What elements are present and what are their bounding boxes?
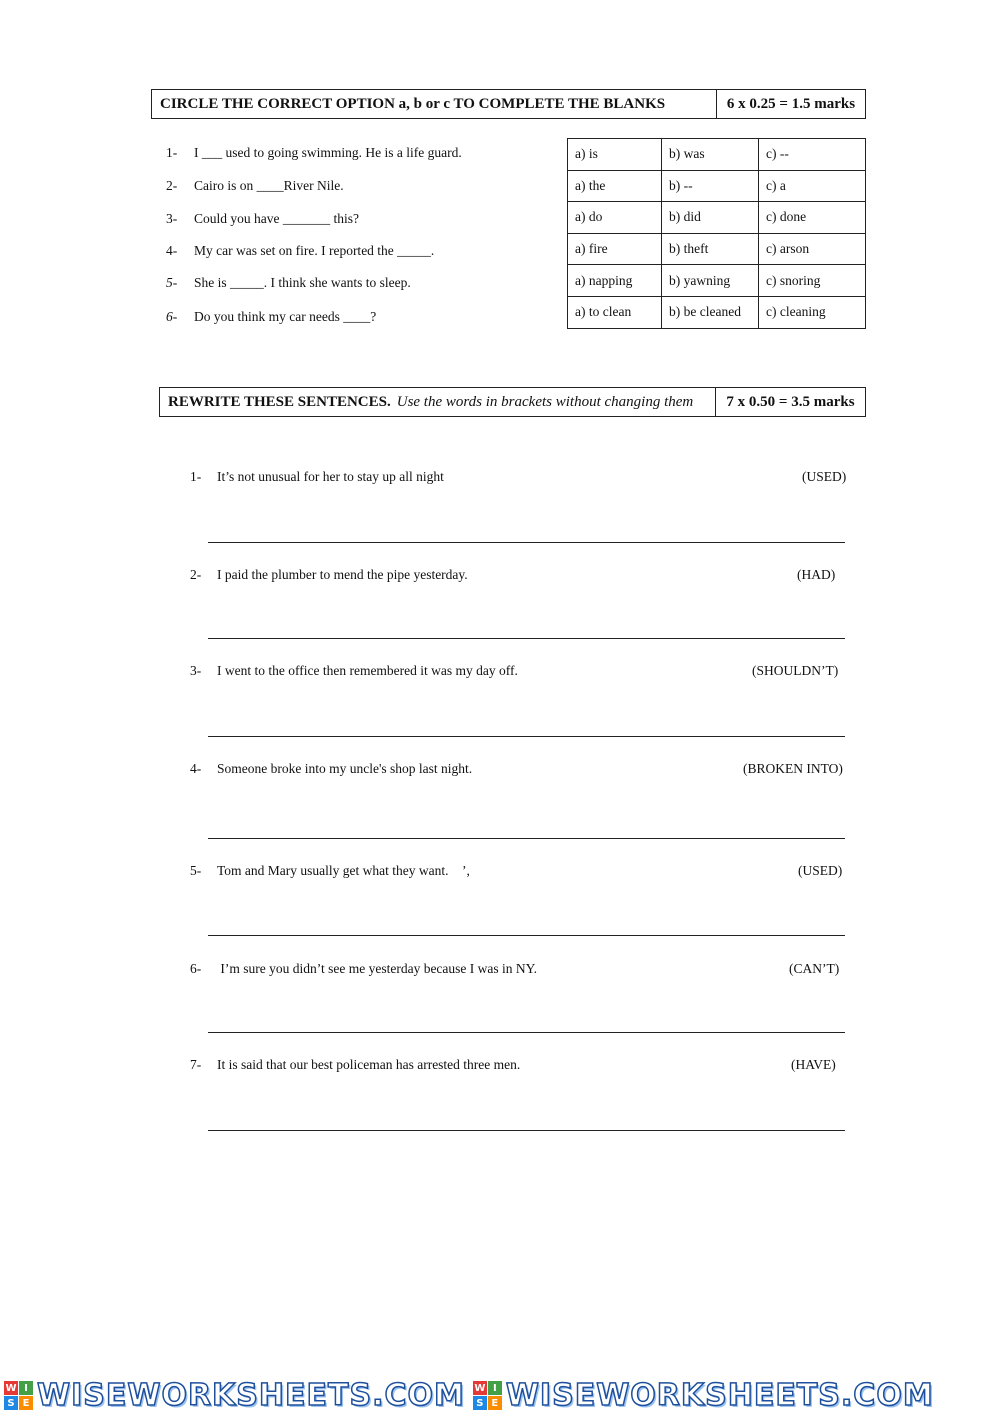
rewrite-number: 1- bbox=[190, 469, 202, 484]
rewrite-keyword: (SHOULDN’T) bbox=[752, 663, 839, 678]
option-b[interactable]: b) -- bbox=[662, 170, 759, 202]
wiseworksheets-logo[interactable] bbox=[473, 1378, 934, 1413]
rewrite-item bbox=[190, 567, 850, 587]
section2-header bbox=[159, 387, 866, 417]
section2-title-cell bbox=[160, 388, 716, 416]
rewrite-number: 7- bbox=[190, 1057, 202, 1072]
rewrite-keyword: (USED) bbox=[798, 863, 843, 878]
option-b[interactable]: b) theft bbox=[662, 233, 759, 265]
answer-line[interactable] bbox=[208, 736, 845, 737]
answer-line[interactable] bbox=[208, 638, 845, 639]
options-row bbox=[568, 296, 866, 328]
options-row bbox=[568, 202, 866, 234]
rewrite-number: 6- bbox=[190, 961, 202, 976]
logo-glyph-icon bbox=[4, 1381, 33, 1410]
option-b[interactable]: b) yawning bbox=[662, 265, 759, 297]
answer-line[interactable] bbox=[208, 1032, 845, 1033]
answer-line[interactable] bbox=[208, 542, 845, 543]
options-row bbox=[568, 265, 866, 297]
mc-question-number: 4- bbox=[166, 243, 178, 258]
rewrite-keyword: (HAVE) bbox=[791, 1057, 836, 1072]
mc-question-number: 1- bbox=[166, 145, 178, 160]
mc-question-number: 5- bbox=[166, 275, 178, 290]
rewrite-sentence: Tom and Mary usually get what they want. ’, bbox=[217, 863, 470, 878]
option-b[interactable]: b) be cleaned bbox=[662, 296, 759, 328]
footer-watermark bbox=[0, 1378, 1000, 1413]
option-a[interactable]: a) do bbox=[568, 202, 662, 234]
option-c[interactable]: c) done bbox=[759, 202, 866, 234]
section2-marks: 7 x 0.50 = 3.5 marks bbox=[726, 393, 855, 410]
logo-letter: S bbox=[4, 1396, 18, 1410]
rewrite-number: 2- bbox=[190, 567, 202, 582]
rewrite-sentence: It’s not unusual for her to stay up all night bbox=[217, 469, 444, 484]
logo-text: WISEWORKSHEETS.COM bbox=[505, 1378, 934, 1413]
mc-question-text: I ___ used to going swimming. He is a life guard. bbox=[194, 145, 462, 160]
section2-instruction: Use the words in brackets without changing them bbox=[396, 393, 694, 410]
logo-text: WISEWORKSHEETS.COM bbox=[37, 1378, 465, 1413]
rewrite-item bbox=[190, 663, 850, 683]
rewrite-item bbox=[190, 761, 850, 781]
logo-letter: I bbox=[19, 1381, 33, 1395]
mc-question-number: 3- bbox=[166, 211, 178, 226]
mc-question-text: Cairo is on ____River Nile. bbox=[194, 178, 344, 193]
wiseworksheets-logo[interactable] bbox=[4, 1378, 465, 1413]
logo-letter: S bbox=[473, 1396, 487, 1410]
section1-header bbox=[151, 89, 866, 119]
section2-title: REWRITE THESE SENTENCES. bbox=[168, 393, 391, 410]
rewrite-sentence: It is said that our best policeman has arrested three men. bbox=[217, 1057, 521, 1072]
answer-line[interactable] bbox=[208, 1130, 845, 1131]
logo-letter: W bbox=[474, 1382, 486, 1394]
rewrite-item bbox=[190, 863, 850, 883]
option-b[interactable]: b) was bbox=[662, 139, 759, 171]
mc-question-text: She is _____. I think she wants to sleep. bbox=[194, 275, 411, 290]
rewrite-keyword: (HAD) bbox=[797, 567, 836, 582]
rewrite-sentence: I paid the plumber to mend the pipe yesterday. bbox=[217, 567, 468, 582]
rewrite-number: 5- bbox=[190, 863, 202, 878]
logo-letter: I bbox=[488, 1381, 502, 1395]
answer-line[interactable] bbox=[208, 838, 845, 839]
option-a[interactable]: a) to clean bbox=[568, 296, 662, 328]
section1-title: CIRCLE THE CORRECT OPTION a, b or c TO COMPLETE THE BLANKS bbox=[152, 90, 717, 118]
option-c[interactable]: c) cleaning bbox=[759, 296, 866, 328]
options-row bbox=[568, 139, 866, 171]
rewrite-item bbox=[190, 961, 850, 981]
rewrite-number: 3- bbox=[190, 663, 202, 678]
option-b[interactable]: b) did bbox=[662, 202, 759, 234]
option-a[interactable]: a) napping bbox=[568, 265, 662, 297]
mc-question-number: 6- bbox=[166, 309, 178, 324]
rewrite-sentence: I’m sure you didn’t see me yesterday because I was in NY. bbox=[217, 961, 538, 976]
logo-letter: W bbox=[5, 1382, 17, 1394]
logo-letter: E bbox=[488, 1396, 502, 1410]
section1-marks: 6 x 0.25 = 1.5 marks bbox=[726, 95, 856, 112]
option-c[interactable]: c) -- bbox=[759, 139, 866, 171]
rewrite-item bbox=[190, 1057, 850, 1077]
option-c[interactable]: c) a bbox=[759, 170, 866, 202]
answer-line[interactable] bbox=[208, 935, 845, 936]
mc-question-text: Do you think my car needs ____? bbox=[194, 309, 377, 324]
option-a[interactable]: a) fire bbox=[568, 233, 662, 265]
option-c[interactable]: c) snoring bbox=[759, 265, 866, 297]
rewrite-keyword: (CAN’T) bbox=[789, 961, 840, 976]
rewrite-keyword: (BROKEN INTO) bbox=[743, 761, 843, 776]
rewrite-item bbox=[190, 469, 850, 489]
option-a[interactable]: a) the bbox=[568, 170, 662, 202]
options-table bbox=[567, 138, 866, 329]
rewrite-sentence: Someone broke into my uncle's shop last night. bbox=[217, 761, 473, 776]
logo-letter: E bbox=[19, 1396, 33, 1410]
option-a[interactable]: a) is bbox=[568, 139, 662, 171]
options-row bbox=[568, 170, 866, 202]
option-c[interactable]: c) arson bbox=[759, 233, 866, 265]
rewrite-number: 4- bbox=[190, 761, 202, 776]
rewrite-sentence: I went to the office then remembered it was my day off. bbox=[217, 663, 518, 678]
logo-glyph-icon bbox=[473, 1381, 502, 1410]
mc-question-text: Could you have _______ this? bbox=[194, 211, 359, 226]
mc-question-text: My car was set on fire. I reported the _____. bbox=[194, 243, 435, 258]
options-row bbox=[568, 233, 866, 265]
mc-question-number: 2- bbox=[166, 178, 178, 193]
rewrite-keyword: (USED) bbox=[802, 469, 847, 484]
